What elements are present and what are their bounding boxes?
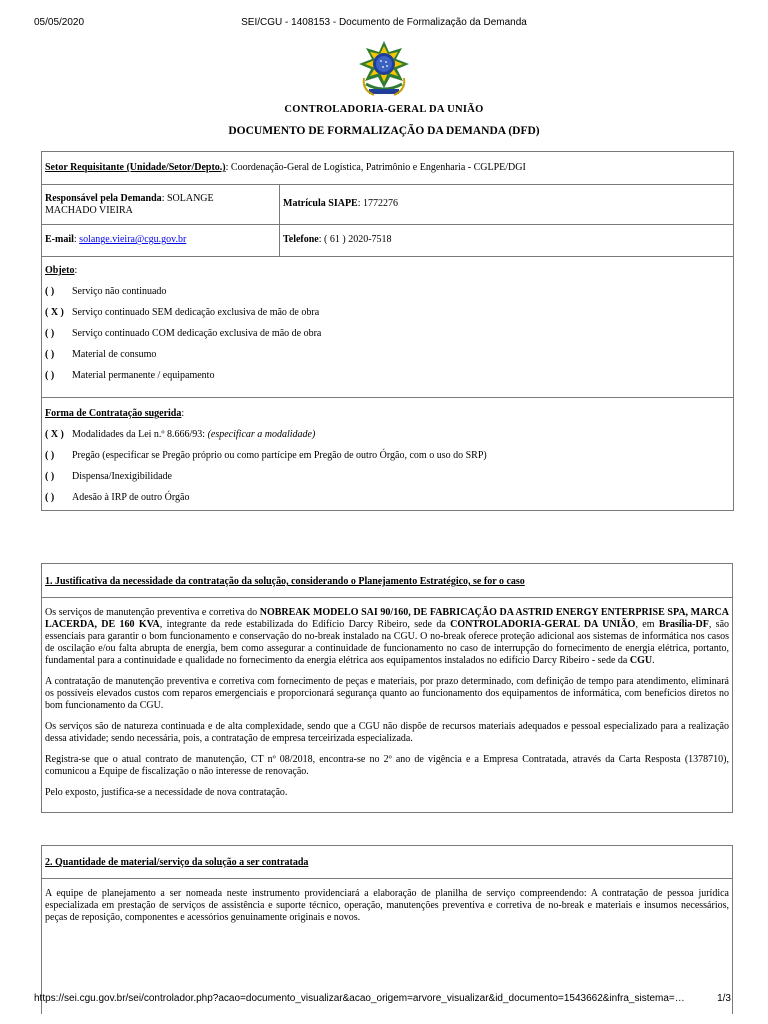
objeto-option: ( ) Material de consumo bbox=[45, 349, 157, 360]
matricula-label: Matrícula SIAPE bbox=[283, 198, 358, 209]
telefone-value: : ( 61 ) 2020-7518 bbox=[318, 234, 392, 245]
section-1-body bbox=[42, 598, 733, 813]
telefone-label: Telefone bbox=[283, 234, 319, 245]
responsavel-value: : SOLANGE bbox=[161, 193, 214, 204]
section-1-title-cell bbox=[42, 564, 733, 598]
document-title: DOCUMENTO DE FORMALIZAÇÃO DA DEMANDA (DFD) bbox=[228, 125, 540, 137]
forma-label: Forma de Contratação sugerida bbox=[45, 408, 182, 419]
objeto-option: ( ) Serviço não continuado bbox=[45, 286, 167, 297]
section-1-paragraph: Pelo exposto, justifica-se a necessidade de nova contratação. bbox=[45, 787, 288, 798]
setor-value: : Coordenação-Geral de Logística, Patrimônio e Engenharia - CGLPE/DGI bbox=[225, 162, 526, 173]
print-header bbox=[0, 17, 768, 31]
section-2-title-cell bbox=[42, 846, 733, 879]
section-1-paragraph: A contratação de manutenção preventiva e corretiva com fornecimento de peças e materiais, por prazo determinado, com definição de tempo para atendimento, eliminará os possíveis elevados custos com reparos emergenciais e proporcionará segurança quanto ao funcionamento dos equipamentos de informática, com benefícios diretos no bom funcionamento da CGU. bbox=[45, 676, 729, 711]
print-title: SEI/CGU - 1408153 - Documento de Formalização da Demanda bbox=[241, 17, 527, 28]
objeto-option: ( X ) Serviço continuado SEM dedicação exclusiva de mão de obra bbox=[45, 307, 320, 318]
matricula-cell bbox=[280, 185, 734, 225]
print-date: 05/05/2020 bbox=[34, 17, 85, 28]
setor-cell bbox=[42, 152, 734, 185]
print-footer bbox=[0, 993, 768, 1007]
responsavel-value-2: MACHADO VIEIRA bbox=[45, 205, 133, 216]
demand-info-table bbox=[41, 151, 734, 511]
forma-option: ( ) Adesão à IRP de outro Órgão bbox=[45, 492, 190, 503]
forma-option: ( X ) Modalidades da Lei n.º 8.666/93: (especificar a modalidade) bbox=[45, 429, 316, 440]
section-2-title: 2. Quantidade de material/serviço da solução a ser contratada bbox=[45, 857, 309, 868]
telefone-cell bbox=[280, 225, 734, 257]
responsavel-cell bbox=[42, 185, 280, 225]
section-2-paragraph: A equipe de planejamento a ser nomeada neste instrumento providenciará a elaboração de planilha de serviço compreendendo: A contratação de pessoa jurídica especializada em prestação de serviços de assistência e suporte técnico, operação, manutenções preventiva e corretiva de no-break e materiais e insumos necessários, peças de reposição, componentes e acessórios genuinamente originais e novos. bbox=[45, 888, 729, 923]
page-number: 1/3 bbox=[717, 993, 731, 1004]
email-link[interactable]: solange.vieira@cgu.gov.br bbox=[79, 234, 187, 245]
org-title: CONTROLADORIA-GERAL DA UNIÃO bbox=[284, 104, 484, 115]
section-1-paragraph: Os serviços são de natureza continuada e de alta complexidade, sendo que a CGU não dispõe de recursos materiais adequados e pessoal especializado para a realização dessa atividade; sendo necessária, pois, a contratação de empresa terceirizada especializada. bbox=[45, 721, 729, 744]
objeto-option: ( ) Serviço continuado COM dedicação exclusiva de mão de obra bbox=[45, 328, 322, 339]
print-url: https://sei.cgu.gov.br/sei/controlador.php?acao=documento_visualizar&acao_origem=arvore_visualizar&id_documento=1543662&infra_sistema=… bbox=[34, 993, 685, 1004]
email-label: E-mail bbox=[45, 234, 74, 245]
objeto-cell: Objeto: ( ) Serviço não continuado ( X ) Serviço continuado SEM dedicação exclusiva de mão de obra ( ) Serviço continuado COM dedicação exclusiva de mão de obra ( ) Material de consumo ( ) Material permanente / equipamento bbox=[42, 257, 734, 398]
objeto-option: ( ) Material permanente / equipamento bbox=[45, 370, 215, 381]
matricula-value: : 1772276 bbox=[357, 198, 398, 209]
responsavel-label: Responsável pela Demanda bbox=[45, 193, 162, 204]
forma-contratacao-cell: Forma de Contratação sugerida: ( X ) Modalidades da Lei n.º 8.666/93: (especificar a modalidade) ( ) Pregão (especificar se Pregão próprio ou como partícipe em Pregão de outro Órgão, com o uso do SRP) ( ) Dispensa/Inexigibilidade ( ) Adesão à IRP de outro Órgão bbox=[42, 398, 734, 511]
section-1-paragraph: Registra-se que o atual contrato de manutenção, CT nº 08/2018, encontra-se no 2º ano de vigência e a Empresa Contratada, através da Carta Resposta (1378710), comunicou a Equipe de fiscalização o não interesse de renovação. bbox=[45, 754, 729, 777]
objeto-label: Objeto bbox=[45, 265, 75, 276]
email-cell: E-mail: solange.vieira@cgu.gov.br bbox=[42, 225, 280, 257]
section-1-title: 1. Justificativa da necessidade da contratação da solução, considerando o Planejamento Estratégico, se for o caso bbox=[45, 576, 525, 587]
forma-option: ( ) Pregão (especificar se Pregão próprio ou como partícipe em Pregão de outro Órgão, com o uso do SRP) bbox=[45, 450, 487, 461]
setor-label: Setor Requisitante (Unidade/Setor/Depto.) bbox=[45, 162, 226, 173]
forma-option: ( ) Dispensa/Inexigibilidade bbox=[45, 471, 172, 482]
section-1-paragraph: Os serviços de manutenção preventiva e corretiva do NOBREAK MODELO SAI 90/160, DE FABRICAÇÃO DA ASTRID ENERGY ENTERPRISE SPA, MARCA LACERDA, DE 160 KVA, integrante da rede estabilizada do Edifício Darcy Ribeiro, sede da CONTROLADORIA-GERAL DA UNIÃO, em Brasília-DF, são essenciais para garantir o bom funcionamento e conservação do no-break instalado na CGU. O no-break oferece proteção adicional aos sistemas de informática nos casos de oscilação e/ou falta abrupta de energia, bem como assegurar a continuidade de funcionamento no caso de interrupção do fornecimento de energia elétrica, portanto, fundamental para a continuidade e qualidade no fornecimento da energia elétrica aos equipamentos instalados no edifício Darcy Ribeiro - sede da CGU. bbox=[45, 607, 730, 666]
section-1-table bbox=[41, 563, 733, 813]
coat-of-arms-icon bbox=[356, 40, 412, 100]
section-2-table bbox=[41, 845, 733, 1014]
